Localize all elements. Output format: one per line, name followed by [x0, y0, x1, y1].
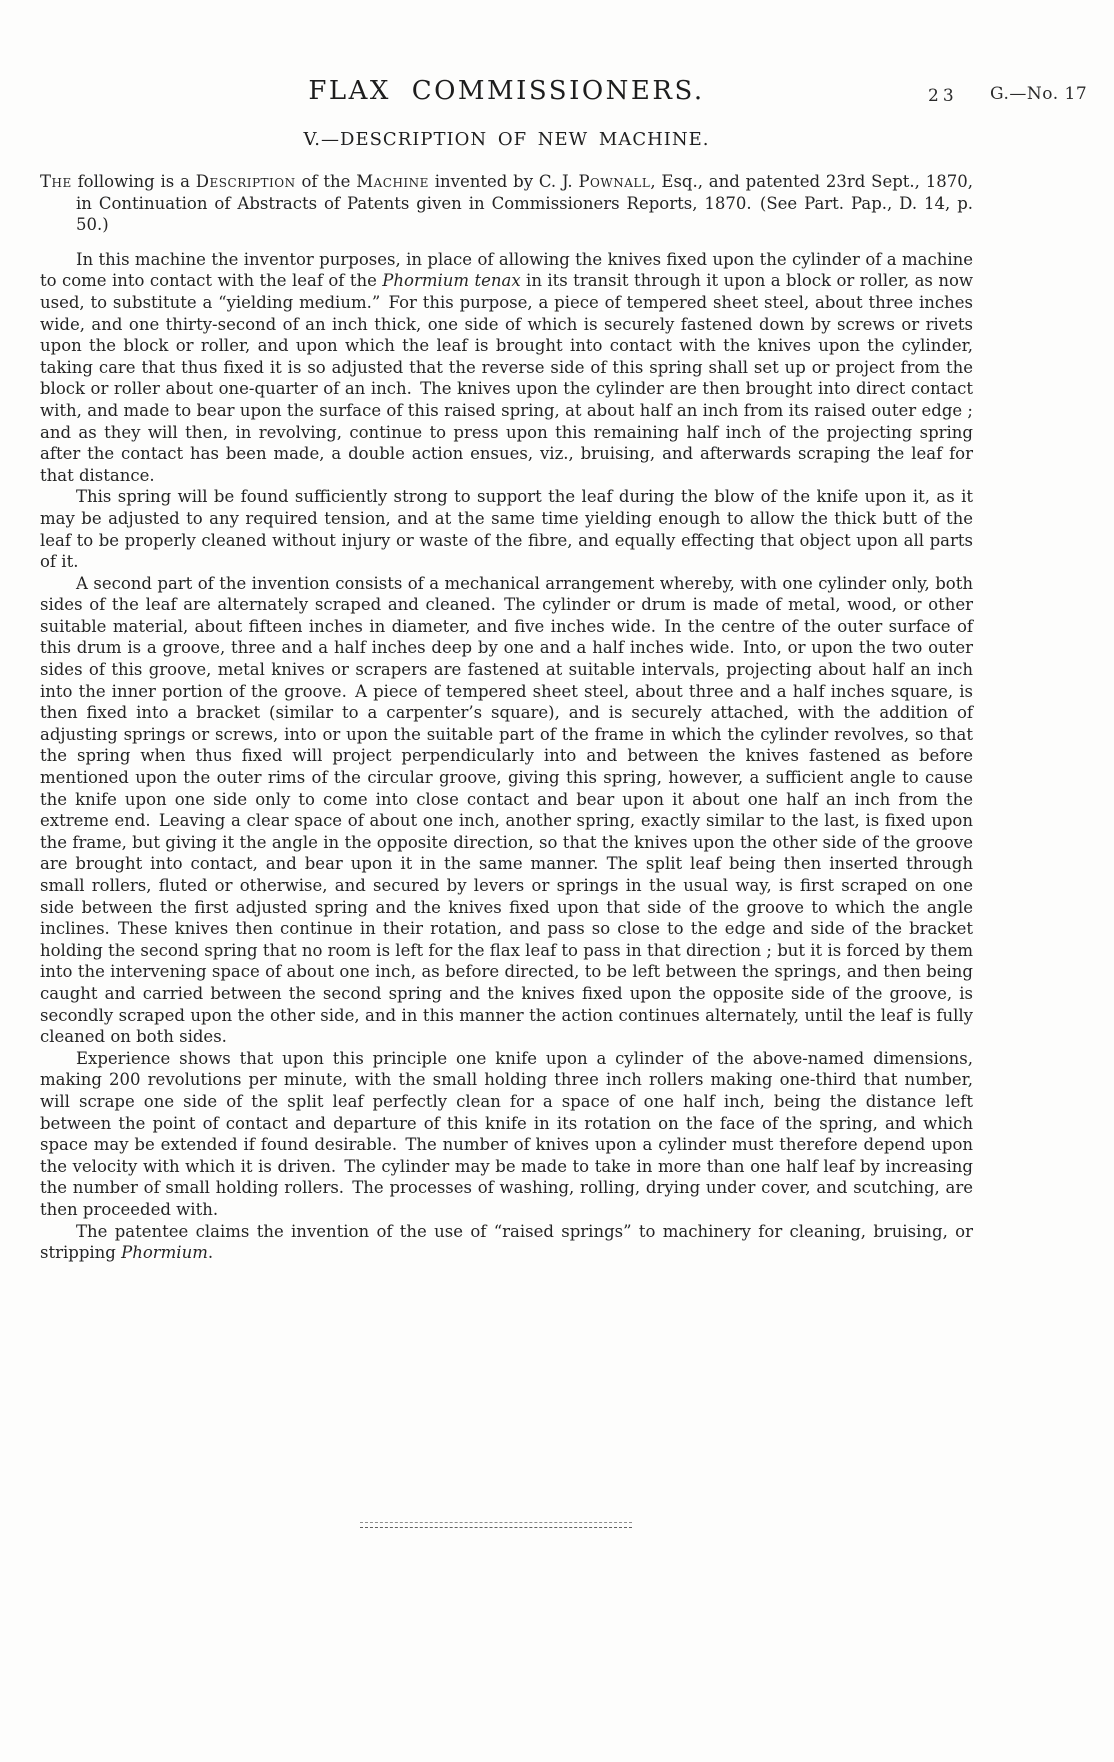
body-paragraphs	[40, 171, 973, 1264]
paragraph	[40, 1221, 973, 1264]
issue-reference: G.—No. 17	[990, 84, 1088, 104]
text-run: in its transit through it upon a block or roller, as now used, to substitute a “yielding medium.” For this purpose, a piece of tempered sheet steel, about three inches wide, and one thirty-second of an inch thick, one side of which is securely fastened down by screws or rivets upon the block or roller, and upon which the leaf is brought into contact with the knives upon the cylinder, taking care that thus fixed it is so adjusted that the reverse side of this spring shall set up or project from the block or roller about one-quarter of an inch. The knives upon the cylinder are then brought into direct contact with, and made to bear upon the surface of this raised spring, at about half an inch from its raised outer edge ; and as they will then, in revolving, continue to press upon this remaining half inch of the projecting spring after the contact has been made, a double action ensues, viz., bruising, and afterwards scraping the leaf for that distance.	[40, 271, 974, 485]
text-run: Machine	[356, 172, 429, 191]
text-run: Phormium tenax	[382, 271, 521, 291]
text-run: Phormium	[121, 1243, 208, 1263]
end-rule-divider	[360, 1522, 632, 1528]
text-run: In this machine the inventor purposes, in place of allowing the knives fixed upon the cylinder of a machine to come into contact with the leaf of the	[40, 249, 973, 291]
text-run: The	[40, 172, 72, 191]
text-run: This spring will be found sufficiently strong to support the leaf during the blow of the knife upon it, as it may be adjusted to any required tension, and at the same time yielding enough to allow the thick butt of the leaf to be properly cleaned without injury or waste of the fibre, and equally effecting that object upon all parts of it.	[40, 487, 973, 572]
paragraph	[40, 171, 973, 236]
running-title: FLAX COMMISSIONERS.	[308, 76, 705, 106]
text-run: The patentee claims the invention of the use of “raised springs” to machinery for cleaning, bruising, or stripping	[40, 1221, 973, 1263]
paragraph	[40, 573, 973, 1048]
text-run: invented by C. J.	[428, 172, 579, 191]
page-number: 23	[928, 86, 958, 106]
section-title: V.—DESCRIPTION OF NEW MACHINE.	[303, 129, 710, 150]
paragraph	[40, 486, 973, 572]
text-run: A second part of the invention consists of a mechanical arrangement whereby, with one cylinder only, both sides of the leaf are alternately scraped and cleaned. The cylinder or drum is made of metal, wood, or other suitable material, about fifteen inches in diameter, and five inches wide. In the centre of the outer surface of this drum is a groove, three and a half inches deep by one and a half inches wide. Into, or upon the two outer sides of this groove, metal knives or scrapers are fastened at suitable intervals, projecting about half an inch into the inner portion of the groove. A piece of tempered sheet steel, about three and a half inches square, is then fixed into a bracket (similar to a carpenter’s square), and is securely attached, with the addition of adjusting springs or screws, into or upon the suitable part of the frame in which the cylinder revolves, so that the spring when thus fixed will project perpendicularly into and between the knives fastened as before mentioned upon the outer rims of the circular groove, giving this spring, however, a sufficient angle to cause the knife upon one side only to come into close contact and bear upon it about one half an inch from the extreme end. Leaving a clear space of about one inch, another spring, exactly similar to the last, is fixed upon the frame, but giving it the angle in the opposite direction, so that the knives upon the other side of the groove are brought into contact, and bear upon it in the same manner. The split leaf being then inserted through small rollers, fluted or otherwise, and secured by levers or springs in the usual way, is first scraped on one side between the first adjusted spring and the knives fixed upon that side of the groove to which the angle inclines. These knives then continue in their rotation, and pass so close to the edge and side of the bracket holding the second spring that no room is left for the flax leaf to pass in that direction ; but it is forced by them into the intervening space of about one inch, as before directed, to be left between the springs, and then being caught and carried between the second spring and the knives fixed upon the opposite side of the groove, is secondly scraped upon the other side, and in this manner the action continues alternately, until the leaf is fully cleaned on both sides.	[40, 573, 973, 1047]
text-run: following is a	[71, 172, 196, 191]
text-run: Experience shows that upon this principle one knife upon a cylinder of the above-named dimensions, making 200 revolutions per minute, with the small holding three inch rollers making one-third that number, will scrape one side of the split leaf perfectly clean for a space of one half inch, being the distance left between the point of contact and departure of this knife in its rotation on the face of the spring, and which space may be extended if found desirable. The number of knives upon a cylinder must therefore depend upon the velocity with which it is driven. The cylinder may be made to take in more than one half leaf by increasing the number of small holding rollers. The processes of washing, rolling, drying under cover, and scutching, are then proceeded with.	[40, 1048, 973, 1219]
text-run: , Esq., and patented 23rd Sept., 1870, in Continuation of Abstracts of Patents given in Commissioners Reports, 1870. (See Part. Pap., D. 14, p. 50.)	[76, 172, 973, 235]
paragraph	[40, 249, 973, 487]
text-run: Pownall	[578, 172, 651, 191]
text-run: of the	[295, 172, 357, 191]
text-run: .	[207, 1243, 214, 1263]
text-run: Description	[195, 172, 296, 191]
paragraph	[40, 1048, 973, 1221]
